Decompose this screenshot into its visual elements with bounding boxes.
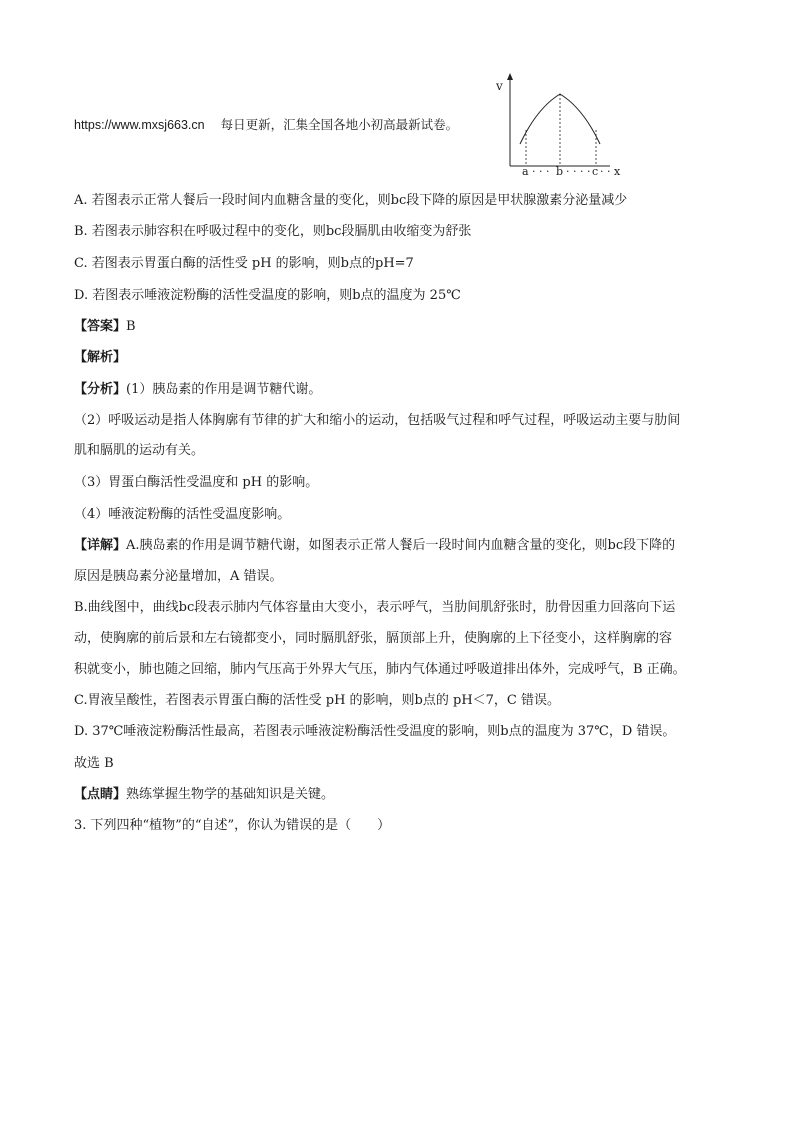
x-label-c: c: [592, 165, 599, 178]
analysis-title: [74, 349, 126, 367]
option-c: C. 若图表示胃蛋白酶的活性受 pH 的影响，则b点的pH=7: [74, 256, 414, 271]
analysis-p3: （3）胃蛋白酶活性受温度和 pH 的影响。: [74, 475, 319, 490]
x-dots-3: · ·: [600, 165, 611, 178]
analysis-title-tag: 【解析】: [74, 350, 127, 365]
analysis-p1-text: (1）胰岛素的作用是调节糖代谢。: [126, 382, 322, 397]
detail-tag: 【详解】: [74, 538, 127, 553]
y-axis-arrow: [507, 73, 513, 80]
curve-figure: [490, 72, 630, 180]
detail-d1: D. 37℃唾液淀粉酶活性最高，若图表示唾液淀粉酶活性受温度的影响，则b点的温度为 37℃，D 错误。: [74, 724, 676, 739]
detail-a2: 原因是胰岛素分泌量增加，A 错误。: [74, 569, 283, 584]
y-label: v: [496, 79, 503, 93]
comment-text: 熟练掌握生物学的基础知识是关键。: [126, 787, 335, 802]
detail-b1: B.曲线图中，曲线bc段表示肺内气体容量由大变小，表示呼气，当肋间肌舒张时，肋骨因重力回落向下运: [74, 600, 676, 615]
comment-tag: 【点睛】: [74, 787, 127, 802]
analysis-p1: [74, 381, 321, 399]
analysis-p2b: 肌和膈肌的运动有关。: [74, 443, 205, 458]
header-tagline: 每日更新，汇集全国各地小初高最新试卷。: [220, 118, 459, 132]
answer-value: B: [126, 319, 136, 334]
x-label-a: a: [522, 165, 529, 178]
question-3: 3. 下列四种“植物”的“自述”，你认为错误的是（ ）: [74, 818, 391, 833]
detail-choose: 故选 B: [74, 756, 114, 771]
analysis-tag: 【分析】: [74, 382, 127, 397]
option-b: B. 若图表示肺容积在呼吸过程中的变化，则bc段膈肌由收缩变为舒张: [74, 224, 472, 239]
analysis-p2a: （2）呼吸运动是指人体胸廓有节律的扩大和缩小的运动，包括吸气过程和呼气过程，呼吸运动主要与肋间: [74, 413, 681, 428]
option-d: D. 若图表示唾液淀粉酶的活性受温度的影响，则b点的温度为 25℃: [74, 288, 461, 303]
answer-tag: 【答案】: [74, 319, 127, 334]
detail-b2: 动，使胸廓的前后景和左右镜都变小，同时膈肌舒张，膈顶部上升，使胸廓的上下径变小，这样胸廓的容: [74, 631, 673, 646]
answer-line: [74, 318, 136, 336]
x-label-x: x: [614, 165, 621, 178]
x-label-b: b: [556, 165, 564, 178]
analysis-p4: （4）唾液淀粉酶的活性受温度影响。: [74, 507, 291, 522]
detail-c1: C.胃液呈酸性，若图表示胃蛋白酶的活性受 pH 的影响，则b点的 pH＜7，C 错误。: [74, 693, 561, 708]
detail-b3: 积就变小，肺也随之回缩，肺内气压高于外界大气压，肺内气体通过呼吸道排出体外，完成呼气，B 正确。: [74, 662, 686, 677]
header-url: https://www.mxsj663.cn: [74, 118, 205, 132]
detail-a1: [74, 537, 675, 555]
detail-a1-text: A.胰岛素的作用是调节糖代谢，如图表示正常人餐后一段时间内血糖含量的变化，则bc段下降的: [126, 538, 676, 553]
x-dots-2: · · · ·: [566, 165, 591, 178]
x-dots-1: · · ·: [532, 165, 550, 178]
page-header: [74, 116, 458, 134]
comment-line: [74, 786, 334, 804]
option-a: A. 若图表示正常人餐后一段时间内血糖含量的变化，则bc段下降的原因是甲状腺激素分泌量减少: [74, 193, 628, 208]
